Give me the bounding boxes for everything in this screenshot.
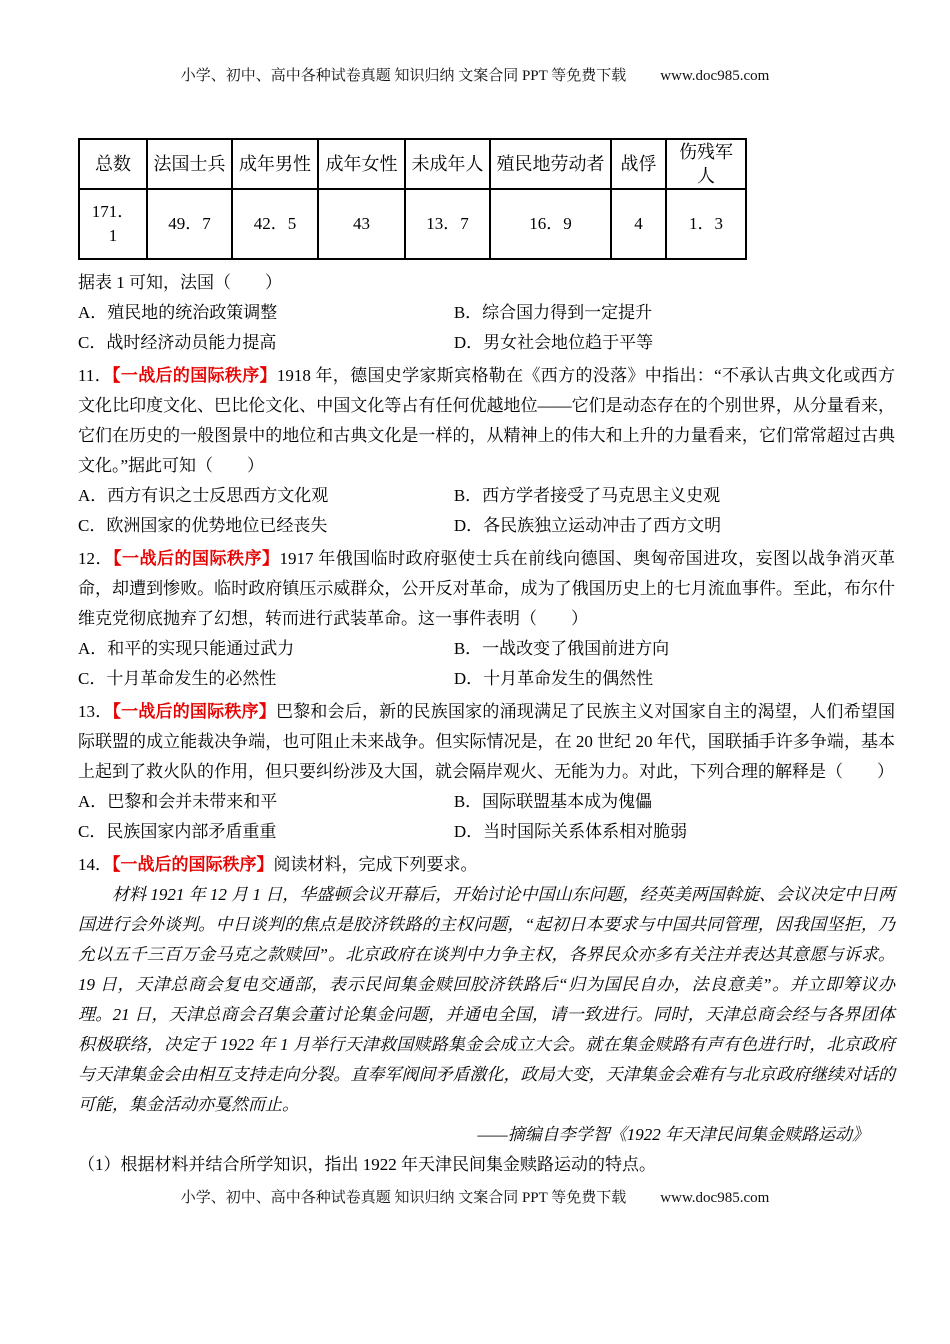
stats-table [78,138,747,260]
question-10 [78,268,895,358]
question-14-stem-paragraph [78,850,895,880]
question-12-options-row-1 [78,634,895,664]
question-12-stem-paragraph [78,544,895,634]
question-10-stem: 据表 1 可知，法国（ ） [78,273,282,292]
question-11-topic-tag: 【一战后的国际秩序】 [112,366,277,385]
table-cell-total: 171．1 [79,189,147,259]
question-14-number: 14． [78,855,112,874]
question-13-stem-paragraph [78,697,895,787]
question-13-number: 13． [78,702,113,721]
page-footer [0,1186,950,1207]
table-cell-french-soldiers: 49．7 [147,189,232,259]
question-12-option-d: D．十月革命发生的偶然性 [453,669,654,688]
table-header-colonial-laborers: 殖民地劳动者 [490,139,611,189]
table-cell-minors: 13．7 [405,189,490,259]
question-11-option-d: D．各民族独立运动冲击了西方文明 [453,516,722,535]
table-header-minors: 未成年人 [405,139,490,189]
question-13-stem: 巴黎和会后，新的民族国家的涌现满足了民族主义对国家自主的渴望，人们希望国际联盟的成立能裁决争端，也可阻止未来战争。但实际情况是，在 20 世纪 20 年代，国联插手许多争端，基本上起到了救火队的作用，但只要纠纷涉及大国，就会隔岸观火、无能为力。对此，下列合理的解释是（ ） [78,702,896,781]
question-10-option-d: D．男女社会地位趋于平等 [453,333,654,352]
question-12-option-c: C．十月革命发生的必然性 [78,669,277,688]
question-12-topic-tag: 【一战后的国际秩序】 [113,549,280,568]
table-header-total: 总数 [79,139,147,189]
question-14-stem: 阅读材料，完成下列要求。 [273,855,478,874]
question-14 [78,850,895,1180]
table-header-pow: 战俘 [611,139,666,189]
header-url: www.doc985.com [660,68,770,84]
table-cell-adult-men: 42．5 [232,189,318,259]
question-13-option-b: B．国际联盟基本成为傀儡 [453,792,653,811]
table-cell-wounded: 1．3 [666,189,746,259]
question-11 [78,361,895,541]
question-14-material: 材料 1921 年 12 月 1 日，华盛顿会议开幕后，开始讨论中国山东问题，经英美两国斡旋、会议决定中日两国进行会外谈判。中日谈判的焦点是胶济铁路的主权问题，“起初日本要求与中国共同管理，因我国坚拒，乃允以五千三百万金马克之款赎回”。北京政府在谈判中力争主权，各界民众亦多有关注并表达其意愿与诉求。19 日，天津总商会复电交通部，表示民间集金赎回胶济铁路后“归为国民自办，法良意美”。并立即筹议办理。21 日，天津总商会召集会董讨论集金问题，并通电全国，请一致进行。同时，天津总商会经与各界团体积极联络，决定于 1922 年 1 月举行天津救国赎路集金会成立大会。就在集金赎路有声有色进行时，北京政府与天津集金会由相互支持走向分裂。直奉军阀间矛盾激化，政局大变，天津集金会难有与北京政府继续对话的可能，集金活动亦戛然而止。 [78,885,895,1114]
header-banner-text: 小学、初中、高中各种试卷真题 知识归纳 文案合同 PPT 等免费下载 [180,68,627,84]
table-header-adult-men: 成年男性 [232,139,318,189]
table-header-wounded: 伤残军人 [666,139,746,189]
question-11-option-b: B．西方学者接受了马克思主义史观 [453,486,721,505]
question-13-options-row-2 [78,817,895,847]
question-14-topic-tag: 【一战后的国际秩序】 [112,855,274,874]
question-12-number: 12． [78,549,113,568]
question-12 [78,544,895,694]
question-11-option-a: A．西方有识之士反思西方文化观 [78,486,329,505]
question-13-option-c: C．民族国家内部矛盾重重 [78,822,277,841]
question-11-stem-paragraph [78,361,895,481]
question-10-option-c: C．战时经济动员能力提高 [78,333,277,352]
table-header-adult-women: 成年女性 [318,139,405,189]
question-10-option-b: B．综合国力得到一定提升 [453,303,653,322]
question-11-number: 11． [78,366,113,385]
question-12-option-b: B．一战改变了俄国前进方向 [453,639,670,658]
table-cell-adult-women: 43 [318,189,405,259]
question-13-topic-tag: 【一战后的国际秩序】 [112,702,276,721]
question-11-options-row-1 [78,481,895,511]
question-11-option-c: C．欧洲国家的优势地位已经丧失 [78,516,328,535]
page-content [78,138,895,1180]
question-10-options-row-1 [78,298,895,328]
table-header-french-soldiers: 法国士兵 [147,139,232,189]
question-13-options-row-1 [78,787,895,817]
stats-table-header-row [79,139,746,189]
question-14-source-attribution: ——摘编自李学智《1922 年天津民间集金赎路运动》 [477,1125,869,1144]
question-10-option-a: A．殖民地的统治政策调整 [78,303,278,322]
table-cell-pow: 4 [611,189,666,259]
question-11-stem: 1918 年，德国史学家斯宾格勒在《西方的没落》中指出：“不承认古典文化或西方文化比印度文化、巴比伦文化、中国文化等占有任何优越地位——它们是动态存在的个别世界，从分量看来，它们在历史的一般图景中的地位和古典文化是一样的，从精神上的伟大和上升的力量看来，它们常常超过古典文化。”据此可知（ ） [78,366,896,475]
question-12-stem: 1917 年俄国临时政府驱使士兵在前线向德国、奥匈帝国进攻，妄图以战争消灭革命，却遭到惨败。临时政府镇压示威群众，公开反对革命，成为了俄国历史上的七月流血事件。至此，布尔什维克党彻底抛弃了幻想，转而进行武装革命。这一事件表明（ ） [78,549,896,628]
page-header [0,64,950,85]
footer-url: www.doc985.com [660,1190,770,1206]
footer-banner-text: 小学、初中、高中各种试卷真题 知识归纳 文案合同 PPT 等免费下载 [180,1190,627,1206]
question-13 [78,697,895,847]
question-13-option-a: A．巴黎和会并未带来和平 [78,792,278,811]
question-14-sub-question-1: （1）根据材料并结合所学知识，指出 1922 年天津民间集金赎路运动的特点。 [78,1155,656,1174]
table-cell-colonial-laborers: 16．9 [490,189,611,259]
question-13-option-d: D．当时国际关系体系相对脆弱 [453,822,688,841]
stats-table-data-row [79,189,746,259]
question-12-option-a: A．和平的实现只能通过武力 [78,639,295,658]
question-10-options-row-2 [78,328,895,358]
question-12-options-row-2 [78,664,895,694]
question-11-options-row-2 [78,511,895,541]
